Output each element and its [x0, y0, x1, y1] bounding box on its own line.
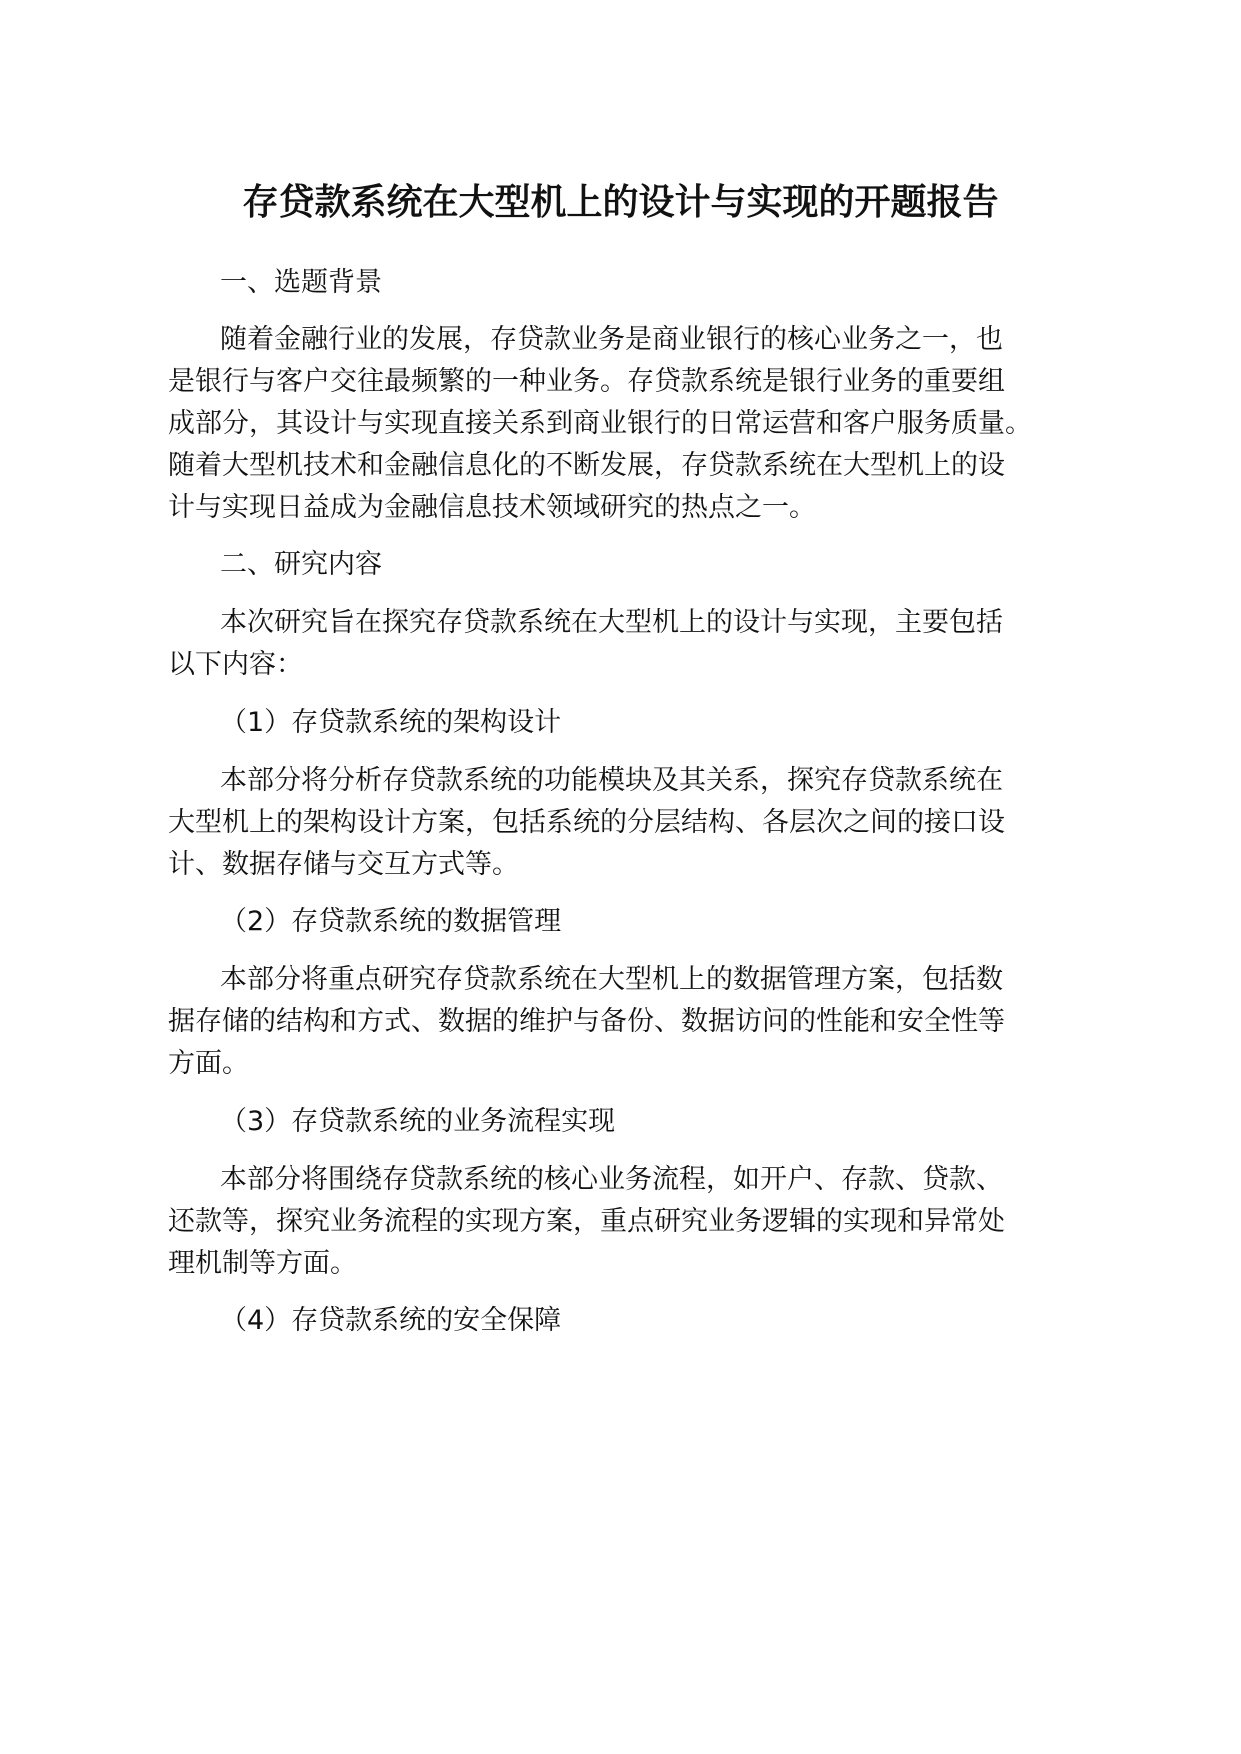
- paragraph-line: 成部分，其设计与实现直接关系到商业银行的日常运营和客户服务质量。: [168, 408, 1032, 439]
- paragraph-line: 计与实现日益成为金融信息技术领域研究的热点之一。: [168, 492, 816, 523]
- paragraph-line: 以下内容：: [168, 649, 303, 680]
- paragraph-line: 本部分将围绕存贷款系统的核心业务流程，如开户、存款、贷款、: [220, 1164, 1003, 1195]
- paragraph-line: 随着金融行业的发展，存贷款业务是商业银行的核心业务之一，也: [220, 324, 1003, 355]
- paragraph-line: 随着大型机技术和金融信息化的不断发展，存贷款系统在大型机上的设: [168, 450, 1005, 481]
- paragraph-line: 本部分将重点研究存贷款系统在大型机上的数据管理方案，包括数: [220, 964, 1003, 995]
- subsection-heading: （1）存贷款系统的架构设计: [220, 707, 562, 738]
- paragraph-line: 大型机上的架构设计方案，包括系统的分层结构、各层次之间的接口设: [168, 807, 1005, 838]
- paragraph-line: 是银行与客户交往最频繁的一种业务。存贷款系统是银行业务的重要组: [168, 366, 1005, 397]
- paragraph-line: 理机制等方面。: [168, 1248, 357, 1279]
- subsection-heading: （2）存贷款系统的数据管理: [220, 906, 562, 937]
- subsection-heading: （3）存贷款系统的业务流程实现: [220, 1106, 616, 1137]
- document-title: 存贷款系统在大型机上的设计与实现的开题报告: [242, 182, 999, 223]
- paragraph-line: 本部分将分析存贷款系统的功能模块及其关系，探究存贷款系统在: [220, 765, 1003, 796]
- section-heading: 二、研究内容: [220, 549, 382, 580]
- paragraph-line: 还款等，探究业务流程的实现方案，重点研究业务逻辑的实现和异常处: [168, 1206, 1005, 1237]
- paragraph-line: 方面。: [168, 1048, 249, 1079]
- paragraph-line: 本次研究旨在探究存贷款系统在大型机上的设计与实现，主要包括: [220, 607, 1003, 638]
- section-heading: 一、选题背景: [220, 267, 382, 298]
- subsection-heading: （4）存贷款系统的安全保障: [220, 1305, 562, 1336]
- paragraph-line: 据存储的结构和方式、数据的维护与备份、数据访问的性能和安全性等: [168, 1006, 1005, 1037]
- paragraph-line: 计、数据存储与交互方式等。: [168, 849, 519, 880]
